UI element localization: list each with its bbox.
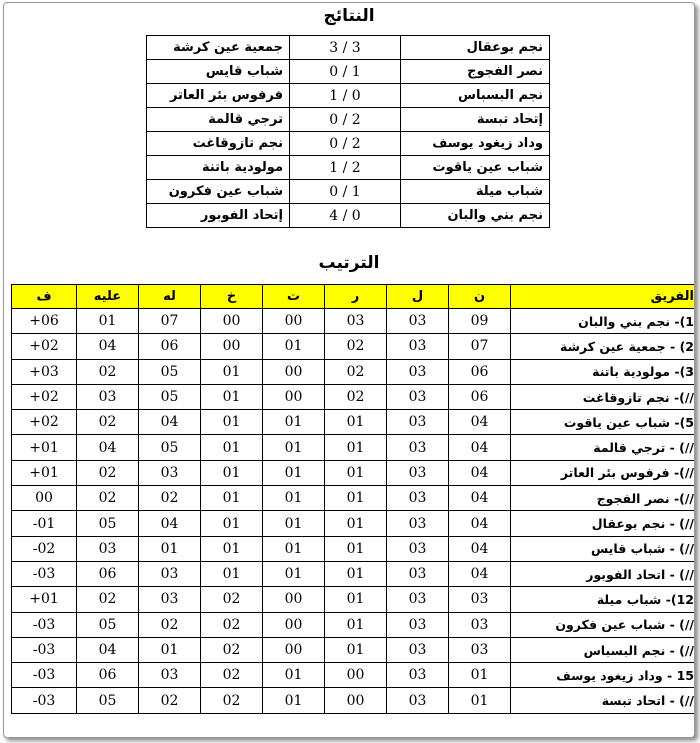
played: 03 <box>387 637 449 662</box>
won: 02 <box>325 384 387 409</box>
goal-diff: +06 <box>12 309 77 334</box>
lost: 01 <box>201 410 263 435</box>
goals-for: 02 <box>139 612 201 637</box>
goals-for: 05 <box>139 435 201 460</box>
drawn: 00 <box>263 612 325 637</box>
won: 00 <box>325 663 387 688</box>
team-name: //) - اتحاد الفوبور <box>511 561 696 586</box>
goals-against: 06 <box>77 663 139 688</box>
standings-row <box>12 309 696 334</box>
played: 03 <box>387 663 449 688</box>
drawn: 01 <box>263 334 325 359</box>
points: 04 <box>449 511 511 536</box>
header-goals-against: عليه <box>77 285 139 309</box>
points: 06 <box>449 359 511 384</box>
goals-for: 03 <box>139 663 201 688</box>
team-name: //) - شباب قايس <box>511 536 696 561</box>
points: 04 <box>449 410 511 435</box>
lost: 01 <box>201 486 263 511</box>
standings-row <box>12 612 696 637</box>
goals-against: 05 <box>77 612 139 637</box>
result-row <box>147 132 550 156</box>
away-team: إتحاد تبسة <box>401 108 550 132</box>
team-name: //) - اتحاد تبسة <box>511 688 696 713</box>
home-team: جمعية عين كرشة <box>147 36 290 60</box>
lost: 01 <box>201 384 263 409</box>
goals-for: 02 <box>139 486 201 511</box>
standings-row <box>12 637 696 662</box>
points: 04 <box>449 561 511 586</box>
match-score: 0 / 1 <box>290 180 401 204</box>
home-team: شباب عين فكرون <box>147 180 290 204</box>
header-lost: خ <box>201 285 263 309</box>
played: 03 <box>387 561 449 586</box>
lost: 01 <box>201 536 263 561</box>
lost: 00 <box>201 334 263 359</box>
standings-row <box>12 384 696 409</box>
won: 01 <box>325 536 387 561</box>
home-team: فرفوس بئر العاتر <box>147 84 290 108</box>
standings-row <box>12 663 696 688</box>
goals-for: 03 <box>139 561 201 586</box>
played: 03 <box>387 536 449 561</box>
header-points: ن <box>449 285 511 309</box>
goal-diff: -01 <box>12 511 77 536</box>
won: 01 <box>325 587 387 612</box>
standings-row <box>12 561 696 586</box>
team-name: //)- فرفوس بئر العاتر <box>511 460 696 485</box>
points: 03 <box>449 612 511 637</box>
goals-for: 06 <box>139 334 201 359</box>
result-row <box>147 84 550 108</box>
standings-row <box>12 359 696 384</box>
result-row <box>147 108 550 132</box>
away-team: شباب ميلة <box>401 180 550 204</box>
won: 02 <box>325 334 387 359</box>
points: 01 <box>449 663 511 688</box>
header-won: ر <box>325 285 387 309</box>
away-team: نجم بني والبان <box>401 204 550 228</box>
played: 03 <box>387 612 449 637</box>
team-name: 3)- مولودية باتنة <box>511 359 696 384</box>
goal-diff: +03 <box>12 359 77 384</box>
played: 03 <box>387 309 449 334</box>
drawn: 01 <box>263 486 325 511</box>
home-team: ترجي قالمة <box>147 108 290 132</box>
goals-against: 06 <box>77 561 139 586</box>
match-score: 1 / 0 <box>290 84 401 108</box>
goals-against: 01 <box>77 309 139 334</box>
away-team: نجم بوعقال <box>401 36 550 60</box>
goals-against: 02 <box>77 460 139 485</box>
standings-title: الترتيب <box>318 253 380 273</box>
team-name: //) - ترجي قالمة <box>511 435 696 460</box>
goals-for: 07 <box>139 309 201 334</box>
goals-for: 01 <box>139 536 201 561</box>
results-table <box>146 35 550 228</box>
home-team: نجم تازوقاغت <box>147 132 290 156</box>
points: 06 <box>449 384 511 409</box>
won: 01 <box>325 435 387 460</box>
goal-diff: -02 <box>12 536 77 561</box>
team-name: 15 - وداد زيغود يوسف <box>511 663 696 688</box>
points: 04 <box>449 460 511 485</box>
goals-against: 04 <box>77 637 139 662</box>
result-row <box>147 180 550 204</box>
won: 01 <box>325 486 387 511</box>
standings-row <box>12 486 696 511</box>
lost: 00 <box>201 309 263 334</box>
goal-diff: +02 <box>12 334 77 359</box>
drawn: 01 <box>263 410 325 435</box>
goals-for: 04 <box>139 511 201 536</box>
played: 03 <box>387 384 449 409</box>
home-team: مولودية باتنة <box>147 156 290 180</box>
goal-diff: +01 <box>12 460 77 485</box>
goals-against: 02 <box>77 486 139 511</box>
drawn: 00 <box>263 637 325 662</box>
team-name: 12)- شباب ميلة <box>511 587 696 612</box>
points: 03 <box>449 587 511 612</box>
standings-header-row <box>12 285 696 309</box>
results-card <box>3 2 695 738</box>
goal-diff: -03 <box>12 561 77 586</box>
standings-body <box>12 309 696 714</box>
standings-table <box>11 284 695 714</box>
played: 03 <box>387 435 449 460</box>
match-score: 0 / 2 <box>290 108 401 132</box>
lost: 01 <box>201 511 263 536</box>
drawn: 00 <box>263 359 325 384</box>
home-team: شباب قايس <box>147 60 290 84</box>
points: 07 <box>449 334 511 359</box>
team-name: //) - نجم بوعقال <box>511 511 696 536</box>
won: 02 <box>325 359 387 384</box>
goal-diff: 00 <box>12 486 77 511</box>
goals-against: 02 <box>77 410 139 435</box>
away-team: نجم البسباس <box>401 84 550 108</box>
result-row <box>147 156 550 180</box>
goals-against: 05 <box>77 688 139 713</box>
won: 01 <box>325 511 387 536</box>
goal-diff: -03 <box>12 688 77 713</box>
result-row <box>147 60 550 84</box>
drawn: 01 <box>263 536 325 561</box>
goals-against: 03 <box>77 384 139 409</box>
points: 04 <box>449 536 511 561</box>
standings-row <box>12 511 696 536</box>
goals-against: 05 <box>77 511 139 536</box>
drawn: 01 <box>263 663 325 688</box>
match-score: 3 / 3 <box>290 36 401 60</box>
lost: 02 <box>201 688 263 713</box>
points: 04 <box>449 435 511 460</box>
points: 01 <box>449 688 511 713</box>
goal-diff: +01 <box>12 587 77 612</box>
team-name: //) - شباب عين فكرون <box>511 612 696 637</box>
header-team: الفريق <box>511 285 696 309</box>
points: 09 <box>449 309 511 334</box>
played: 03 <box>387 334 449 359</box>
points: 04 <box>449 486 511 511</box>
won: 01 <box>325 410 387 435</box>
won: 01 <box>325 637 387 662</box>
lost: 01 <box>201 359 263 384</box>
away-team: شباب عين ياقوت <box>401 156 550 180</box>
away-team: نصر الفجوج <box>401 60 550 84</box>
goals-for: 02 <box>139 688 201 713</box>
goal-diff: -03 <box>12 612 77 637</box>
won: 01 <box>325 561 387 586</box>
team-name: //) - نجم البسباس <box>511 637 696 662</box>
lost: 01 <box>201 561 263 586</box>
goals-for: 03 <box>139 587 201 612</box>
standings-row <box>12 460 696 485</box>
drawn: 00 <box>263 384 325 409</box>
goals-against: 04 <box>77 435 139 460</box>
goals-for: 05 <box>139 384 201 409</box>
goals-for: 05 <box>139 359 201 384</box>
goals-against: 04 <box>77 334 139 359</box>
played: 03 <box>387 688 449 713</box>
goals-against: 02 <box>77 359 139 384</box>
team-name: 1)- نجم بني والبان <box>511 309 696 334</box>
played: 03 <box>387 410 449 435</box>
result-row <box>147 36 550 60</box>
standings-row <box>12 536 696 561</box>
standings-row <box>12 587 696 612</box>
goals-for: 04 <box>139 410 201 435</box>
match-score: 4 / 0 <box>290 204 401 228</box>
lost: 02 <box>201 612 263 637</box>
results-title: النتائج <box>323 6 375 26</box>
drawn: 00 <box>263 587 325 612</box>
won: 00 <box>325 688 387 713</box>
drawn: 01 <box>263 435 325 460</box>
played: 03 <box>387 359 449 384</box>
match-score: 0 / 2 <box>290 132 401 156</box>
played: 03 <box>387 587 449 612</box>
drawn: 01 <box>263 460 325 485</box>
drawn: 00 <box>263 309 325 334</box>
played: 03 <box>387 511 449 536</box>
goals-for: 01 <box>139 637 201 662</box>
match-score: 1 / 2 <box>290 156 401 180</box>
goals-for: 03 <box>139 460 201 485</box>
team-name: //)- نصر الفجوج <box>511 486 696 511</box>
goal-diff: -03 <box>12 663 77 688</box>
goal-diff: +01 <box>12 435 77 460</box>
home-team: إتحاد الفوبور <box>147 204 290 228</box>
lost: 02 <box>201 587 263 612</box>
goal-diff: +02 <box>12 384 77 409</box>
goal-diff: +02 <box>12 410 77 435</box>
results-body <box>147 36 550 228</box>
result-row <box>147 204 550 228</box>
team-name: //)- نجم تازوقاغت <box>511 384 696 409</box>
lost: 02 <box>201 637 263 662</box>
drawn: 01 <box>263 511 325 536</box>
standings-row <box>12 688 696 713</box>
played: 03 <box>387 460 449 485</box>
header-drawn: ت <box>263 285 325 309</box>
standings-row <box>12 334 696 359</box>
away-team: وداد زيغود يوسف <box>401 132 550 156</box>
standings-row <box>12 435 696 460</box>
drawn: 01 <box>263 561 325 586</box>
lost: 01 <box>201 460 263 485</box>
match-score: 0 / 1 <box>290 60 401 84</box>
header-played: ل <box>387 285 449 309</box>
goals-against: 02 <box>77 587 139 612</box>
goals-against: 03 <box>77 536 139 561</box>
header-goals-for: له <box>139 285 201 309</box>
won: 01 <box>325 612 387 637</box>
won: 01 <box>325 460 387 485</box>
header-goal-diff: ف <box>12 285 77 309</box>
goal-diff: -03 <box>12 637 77 662</box>
lost: 01 <box>201 435 263 460</box>
won: 03 <box>325 309 387 334</box>
team-name: 5)- شباب عين ياقوت <box>511 410 696 435</box>
lost: 02 <box>201 663 263 688</box>
drawn: 01 <box>263 688 325 713</box>
standings-row <box>12 410 696 435</box>
played: 03 <box>387 486 449 511</box>
team-name: 2) - جمعية عين كرشة <box>511 334 696 359</box>
points: 03 <box>449 637 511 662</box>
